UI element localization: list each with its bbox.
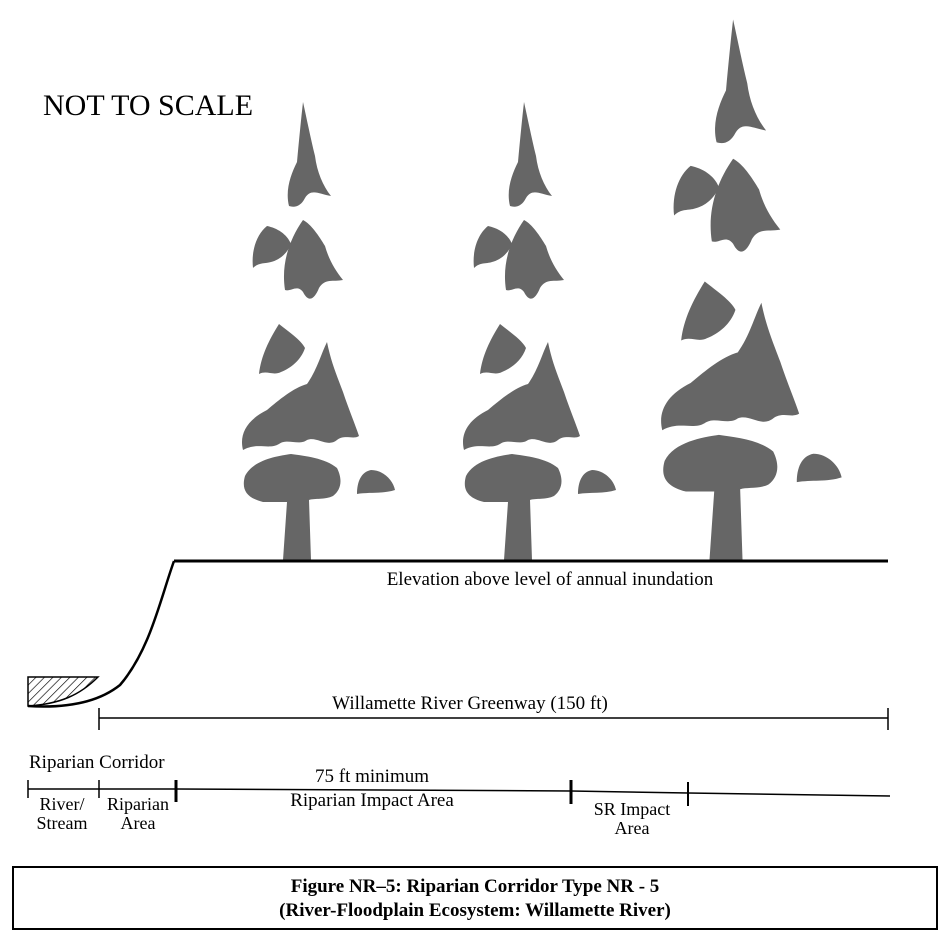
scale-note: NOT TO SCALE — [43, 89, 254, 122]
riparian-area-line-2: Area — [120, 812, 156, 833]
sr-impact-line-1: SR Impact — [593, 799, 671, 819]
sr-impact-label — [572, 800, 692, 838]
elevation-label: Elevation above level of annual inundation — [386, 569, 714, 590]
caption-line-2: (River-Floodplain Ecosystem: Willamette River) — [279, 900, 671, 921]
riparian-area-label — [100, 795, 176, 833]
riparian-corridor-label: Riparian Corridor — [29, 752, 165, 773]
riparian-impact-label: Riparian Impact Area — [290, 790, 454, 811]
river-stream-label — [26, 795, 98, 833]
sr-impact-line-2: Area — [614, 817, 650, 838]
conifer-tree-icon — [463, 102, 616, 560]
river-stream-line-1: River/ — [39, 794, 85, 814]
riparian-area-line-1: Riparian — [107, 794, 169, 814]
minimum-label: 75 ft minimum — [315, 766, 429, 787]
caption-line-1: Figure NR–5: Riparian Corridor Type NR - 5 — [290, 876, 660, 897]
conifer-tree-icon — [661, 20, 842, 560]
river-stream-line-2: Stream — [36, 812, 88, 833]
greenway-label: Willamette River Greenway (150 ft) — [332, 693, 608, 714]
figure-caption — [12, 866, 938, 930]
conifer-tree-icon — [242, 102, 395, 560]
